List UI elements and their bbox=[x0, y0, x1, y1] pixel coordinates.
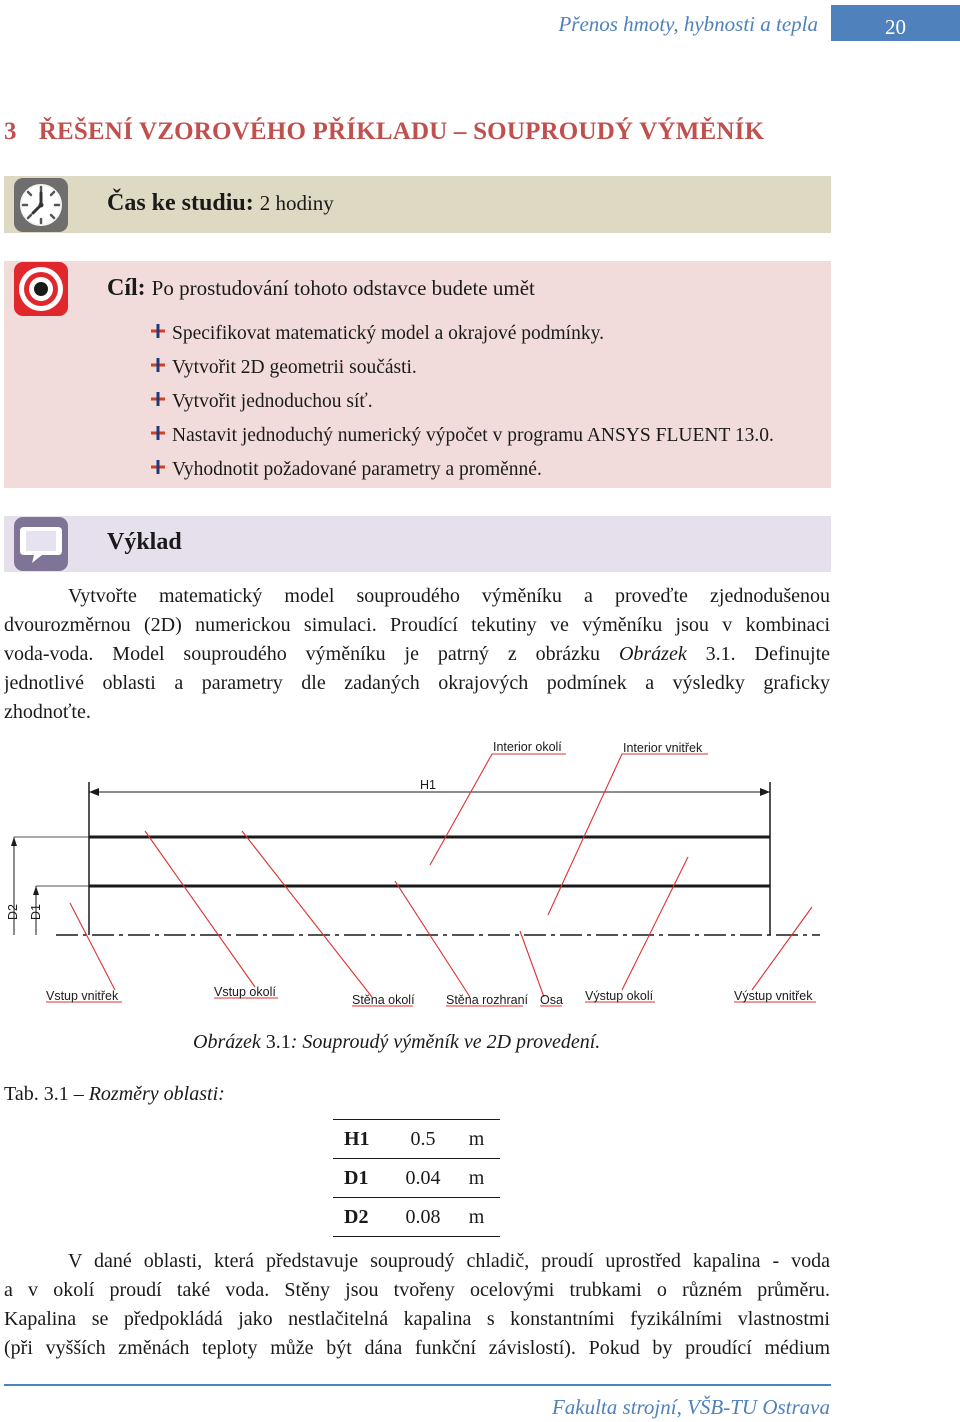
label-vystup-vnitrek: Výstup vnitřek bbox=[734, 989, 813, 1003]
goal-heading bbox=[107, 275, 535, 302]
leader-osa bbox=[520, 931, 544, 997]
paragraph-text: voda-voda. Model souproudého výměníku je patrný z obrázku bbox=[4, 643, 601, 665]
goal-item bbox=[150, 419, 774, 453]
dimension-value: 0.04 bbox=[405, 1166, 441, 1189]
table-row bbox=[333, 1120, 500, 1159]
clock-icon bbox=[12, 176, 70, 234]
caption-prefix: Obrázek bbox=[193, 1031, 261, 1053]
dimensions-table bbox=[333, 1119, 500, 1237]
leader-stena-okoli bbox=[242, 831, 372, 997]
target-icon bbox=[12, 260, 70, 318]
leader-vystup-vnitrek bbox=[752, 907, 812, 990]
explanation-label: Výklad bbox=[107, 529, 182, 555]
paragraph-line bbox=[4, 1247, 830, 1276]
figure-reference: Obrázek bbox=[618, 643, 687, 665]
paragraph-line: jednotlivé oblasti a parametry dle zadaných okrajových podmínek a výsledky graficky bbox=[4, 672, 830, 694]
dimension-unit: m bbox=[468, 1127, 485, 1150]
table-caption-dash: – bbox=[68, 1083, 89, 1105]
table-caption-text: Rozměry oblasti: bbox=[88, 1083, 225, 1105]
paragraph-text: 3.1. Definujte bbox=[705, 643, 830, 665]
leader-vstup-okoli bbox=[145, 831, 255, 987]
goal-intro: Po prostudování tohoto odstavce budete umět bbox=[151, 276, 535, 300]
body-paragraph bbox=[4, 1247, 830, 1363]
cross-bullet-icon bbox=[150, 391, 166, 407]
goal-item bbox=[150, 317, 774, 351]
paragraph-line bbox=[4, 582, 830, 611]
chapter-number: 3 bbox=[4, 118, 17, 145]
intro-paragraph bbox=[4, 582, 830, 727]
heat-exchanger-figure bbox=[0, 735, 840, 1015]
leader-interior-okoli bbox=[430, 754, 566, 865]
dimension-value: 0.5 bbox=[410, 1127, 436, 1150]
cross-bullet-icon bbox=[150, 425, 166, 441]
leader-stena-rozhrani bbox=[395, 881, 470, 997]
footer-rule bbox=[4, 1384, 831, 1386]
goal-item bbox=[150, 385, 774, 419]
leader-vystup-okoli bbox=[622, 857, 688, 990]
cross-bullet-icon bbox=[150, 323, 166, 339]
label-interior-vnitrek: Interior vnitřek bbox=[623, 741, 703, 755]
dimension-value: 0.08 bbox=[405, 1205, 441, 1228]
study-time-value: 2 hodiny bbox=[259, 191, 334, 215]
label-osa: Osa bbox=[540, 993, 563, 1007]
goal-item-text: Vyhodnotit požadované parametry a proměnné. bbox=[172, 459, 542, 480]
cross-bullet-icon bbox=[150, 459, 166, 475]
label-d2: D2 bbox=[6, 904, 20, 920]
paragraph-line: dvourozměrnou (2D) numerickou simulaci. Proudící tekutiny ve výměníku jsou v kombinaci bbox=[4, 614, 830, 636]
label-vstup-vnitrek: Vstup vnitřek bbox=[46, 989, 119, 1003]
chapter-heading bbox=[4, 118, 764, 146]
cross-bullet-icon bbox=[150, 357, 166, 373]
caption-text: : Souproudý výměník ve 2D provedení. bbox=[290, 1031, 601, 1053]
dimension-unit: m bbox=[468, 1166, 485, 1189]
chapter-title: ŘEŠENÍ VZOROVÉHO PŘÍKLADU – SOUPROUDÝ VÝMĚNÍK bbox=[38, 118, 765, 145]
paragraph-text: Vytvořte matematický model souproudého výměníku a proveďte zjednodušenou bbox=[68, 585, 830, 607]
label-vstup-okoli: Vstup okolí bbox=[214, 985, 276, 999]
page-number: 20 bbox=[831, 5, 960, 41]
paragraph-line: a v okolí proudí také voda. Stěny jsou tvořeny ocelovými trubkami o různém průměru. bbox=[4, 1279, 830, 1301]
paragraph-line: zhodnoťte. bbox=[4, 701, 91, 723]
leader-interior-vnitrek bbox=[548, 754, 708, 915]
caption-number: 3.1 bbox=[265, 1031, 291, 1053]
label-d1: D1 bbox=[29, 904, 43, 920]
goal-item-text: Nastavit jednoduchý numerický výpočet v programu ANSYS FLUENT 13.0. bbox=[172, 425, 774, 446]
label-stena-okoli: Stěna okolí bbox=[352, 993, 415, 1007]
goal-list bbox=[150, 317, 774, 487]
leader-vstup-vnitrek bbox=[70, 903, 115, 990]
table-row bbox=[333, 1198, 500, 1237]
table-caption bbox=[4, 1083, 225, 1106]
table-caption-prefix: Tab. 3.1 bbox=[4, 1083, 69, 1105]
paragraph-text: V dané oblasti, která představuje souproudý chladič, proudí uprostřed kapalina - voda bbox=[68, 1250, 830, 1272]
study-time-heading bbox=[107, 190, 334, 217]
goal-item bbox=[150, 351, 774, 385]
paragraph-line bbox=[4, 640, 830, 669]
goal-item bbox=[150, 453, 774, 487]
paragraph-line: Kapalina se předpokládá jako nestlačitelná kapalina s konstantními fyzikálními vlastnostmi bbox=[4, 1308, 830, 1330]
table-row bbox=[333, 1159, 500, 1198]
goal-label: Cíl: bbox=[107, 275, 146, 301]
study-time-label: Čas ke studiu: bbox=[107, 190, 254, 216]
paragraph-line: (při vyšších změnách teploty může být dána funkční závislostí). Pokud by proudící médium bbox=[4, 1337, 830, 1359]
label-interior-okoli: Interior okolí bbox=[493, 740, 562, 754]
footer-text: Fakulta strojní, VŠB-TU Ostrava bbox=[551, 1395, 830, 1419]
dimension-unit: m bbox=[468, 1205, 485, 1228]
label-stena-rozhrani: Stěna rozhraní bbox=[446, 993, 528, 1007]
dimension-name: D2 bbox=[344, 1205, 369, 1228]
label-vystup-okoli: Výstup okolí bbox=[585, 989, 654, 1003]
dimension-name: H1 bbox=[344, 1127, 370, 1150]
dimension-name: D1 bbox=[344, 1166, 369, 1189]
figure-caption bbox=[193, 1031, 600, 1054]
goal-item-text: Specifikovat matematický model a okrajové podmínky. bbox=[172, 323, 604, 344]
goal-item-text: Vytvořit 2D geometrii součásti. bbox=[172, 357, 417, 378]
goal-item-text: Vytvořit jednoduchou síť. bbox=[172, 391, 373, 412]
label-h1: H1 bbox=[420, 778, 436, 792]
running-header-title: Přenos hmoty, hybnosti a tepla bbox=[558, 12, 818, 36]
speech-bubble-icon bbox=[12, 515, 70, 573]
explanation-heading bbox=[107, 529, 182, 556]
